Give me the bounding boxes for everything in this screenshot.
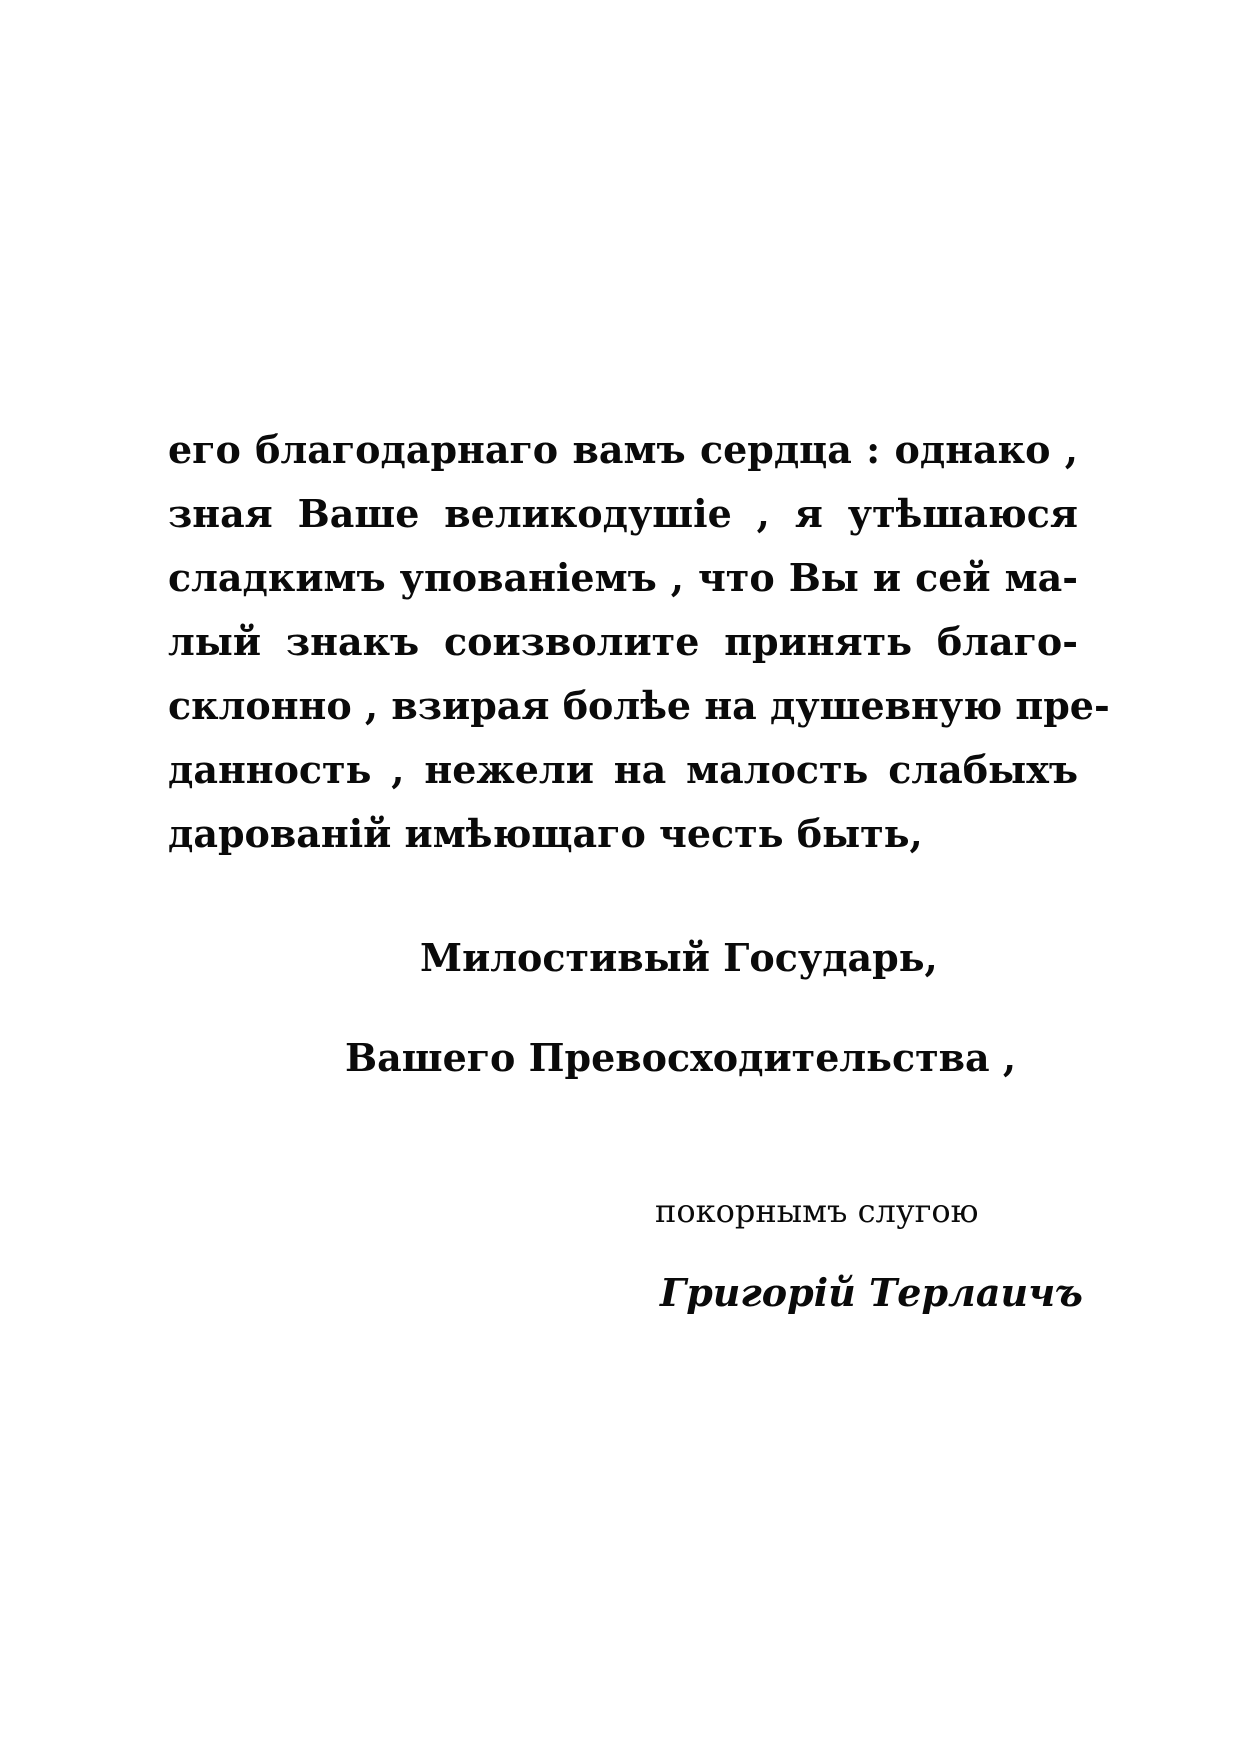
- body-line: дарованій имѣющаго честь быть,: [168, 811, 923, 856]
- body-line: зная Ваше великодушіе , я утѣшаюся: [168, 491, 1078, 536]
- salutation-address: Милостивый Государь,: [420, 935, 938, 980]
- body-line: его благодарнаго вамъ сердца : однако ,: [168, 427, 1078, 472]
- closing-phrase: покорнымъ слугою: [655, 1192, 979, 1230]
- dedication-body: [168, 418, 1110, 866]
- body-line: склонно , взирая болѣе на душевную пре-: [168, 683, 1110, 728]
- signature: Григорій Терлаичъ: [660, 1270, 1083, 1315]
- salutation-title: Вашего Превосходительства ,: [345, 1035, 1017, 1080]
- body-line: лый знакъ соизволите принять благо-: [168, 619, 1078, 664]
- body-line: сладкимъ упованіемъ , что Вы и сей ма-: [168, 555, 1078, 600]
- body-line: данность , нежели на малость слабыхъ: [168, 747, 1078, 792]
